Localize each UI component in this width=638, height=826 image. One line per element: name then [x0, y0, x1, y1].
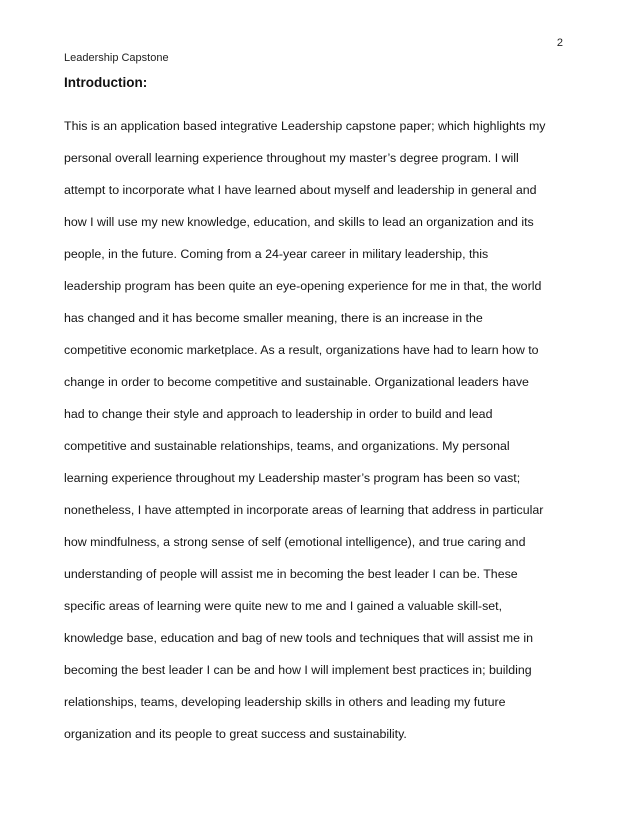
text-line: has changed and it has become smaller meaning, there is an increase in the — [64, 311, 483, 325]
text-line: attempt to incorporate what I have learned about myself and leadership in general and — [64, 183, 537, 197]
text-line: This is an application based integrative Leadership capstone paper; which highlights my — [64, 119, 546, 133]
text-line: had to change their style and approach to leadership in order to build and lead — [64, 407, 493, 421]
text-line: leadership program has been quite an eye-opening experience for me in that, the world — [64, 279, 542, 293]
body-paragraph — [64, 117, 584, 757]
text-line: becoming the best leader I can be and how I will implement best practices in; building — [64, 663, 532, 677]
text-line: personal overall learning experience throughout my master’s degree program. I will — [64, 151, 519, 165]
text-line: competitive and sustainable relationships, teams, and organizations. My personal — [64, 439, 510, 453]
text-line: competitive economic marketplace. As a result, organizations have had to learn how to — [64, 343, 539, 357]
page-number: 2 — [556, 37, 563, 49]
text-line: specific areas of learning were quite new to me and I gained a valuable skill-set, — [64, 599, 503, 613]
text-line: change in order to become competitive and sustainable. Organizational leaders have — [64, 375, 529, 389]
text-line: understanding of people will assist me in becoming the best leader I can be. These — [64, 567, 518, 581]
text-line: organization and its people to great success and sustainability. — [64, 727, 407, 741]
text-line: how mindfulness, a strong sense of self (emotional intelligence), and true caring and — [64, 535, 526, 549]
text-line: learning experience throughout my Leadership master’s program has been so vast; — [64, 471, 521, 485]
text-line: knowledge base, education and bag of new tools and techniques that will assist me in — [64, 631, 534, 645]
text-line: people, in the future. Coming from a 24-year career in military leadership, this — [64, 247, 489, 261]
section-heading: Introduction: — [64, 75, 148, 90]
running-head: Leadership Capstone — [64, 52, 169, 64]
text-line: how I will use my new knowledge, education, and skills to lead an organization and its — [64, 215, 534, 229]
text-line: relationships, teams, developing leadership skills in others and leading my future — [64, 695, 506, 709]
text-line: nonetheless, I have attempted in incorporate areas of learning that address in particular — [64, 503, 544, 517]
